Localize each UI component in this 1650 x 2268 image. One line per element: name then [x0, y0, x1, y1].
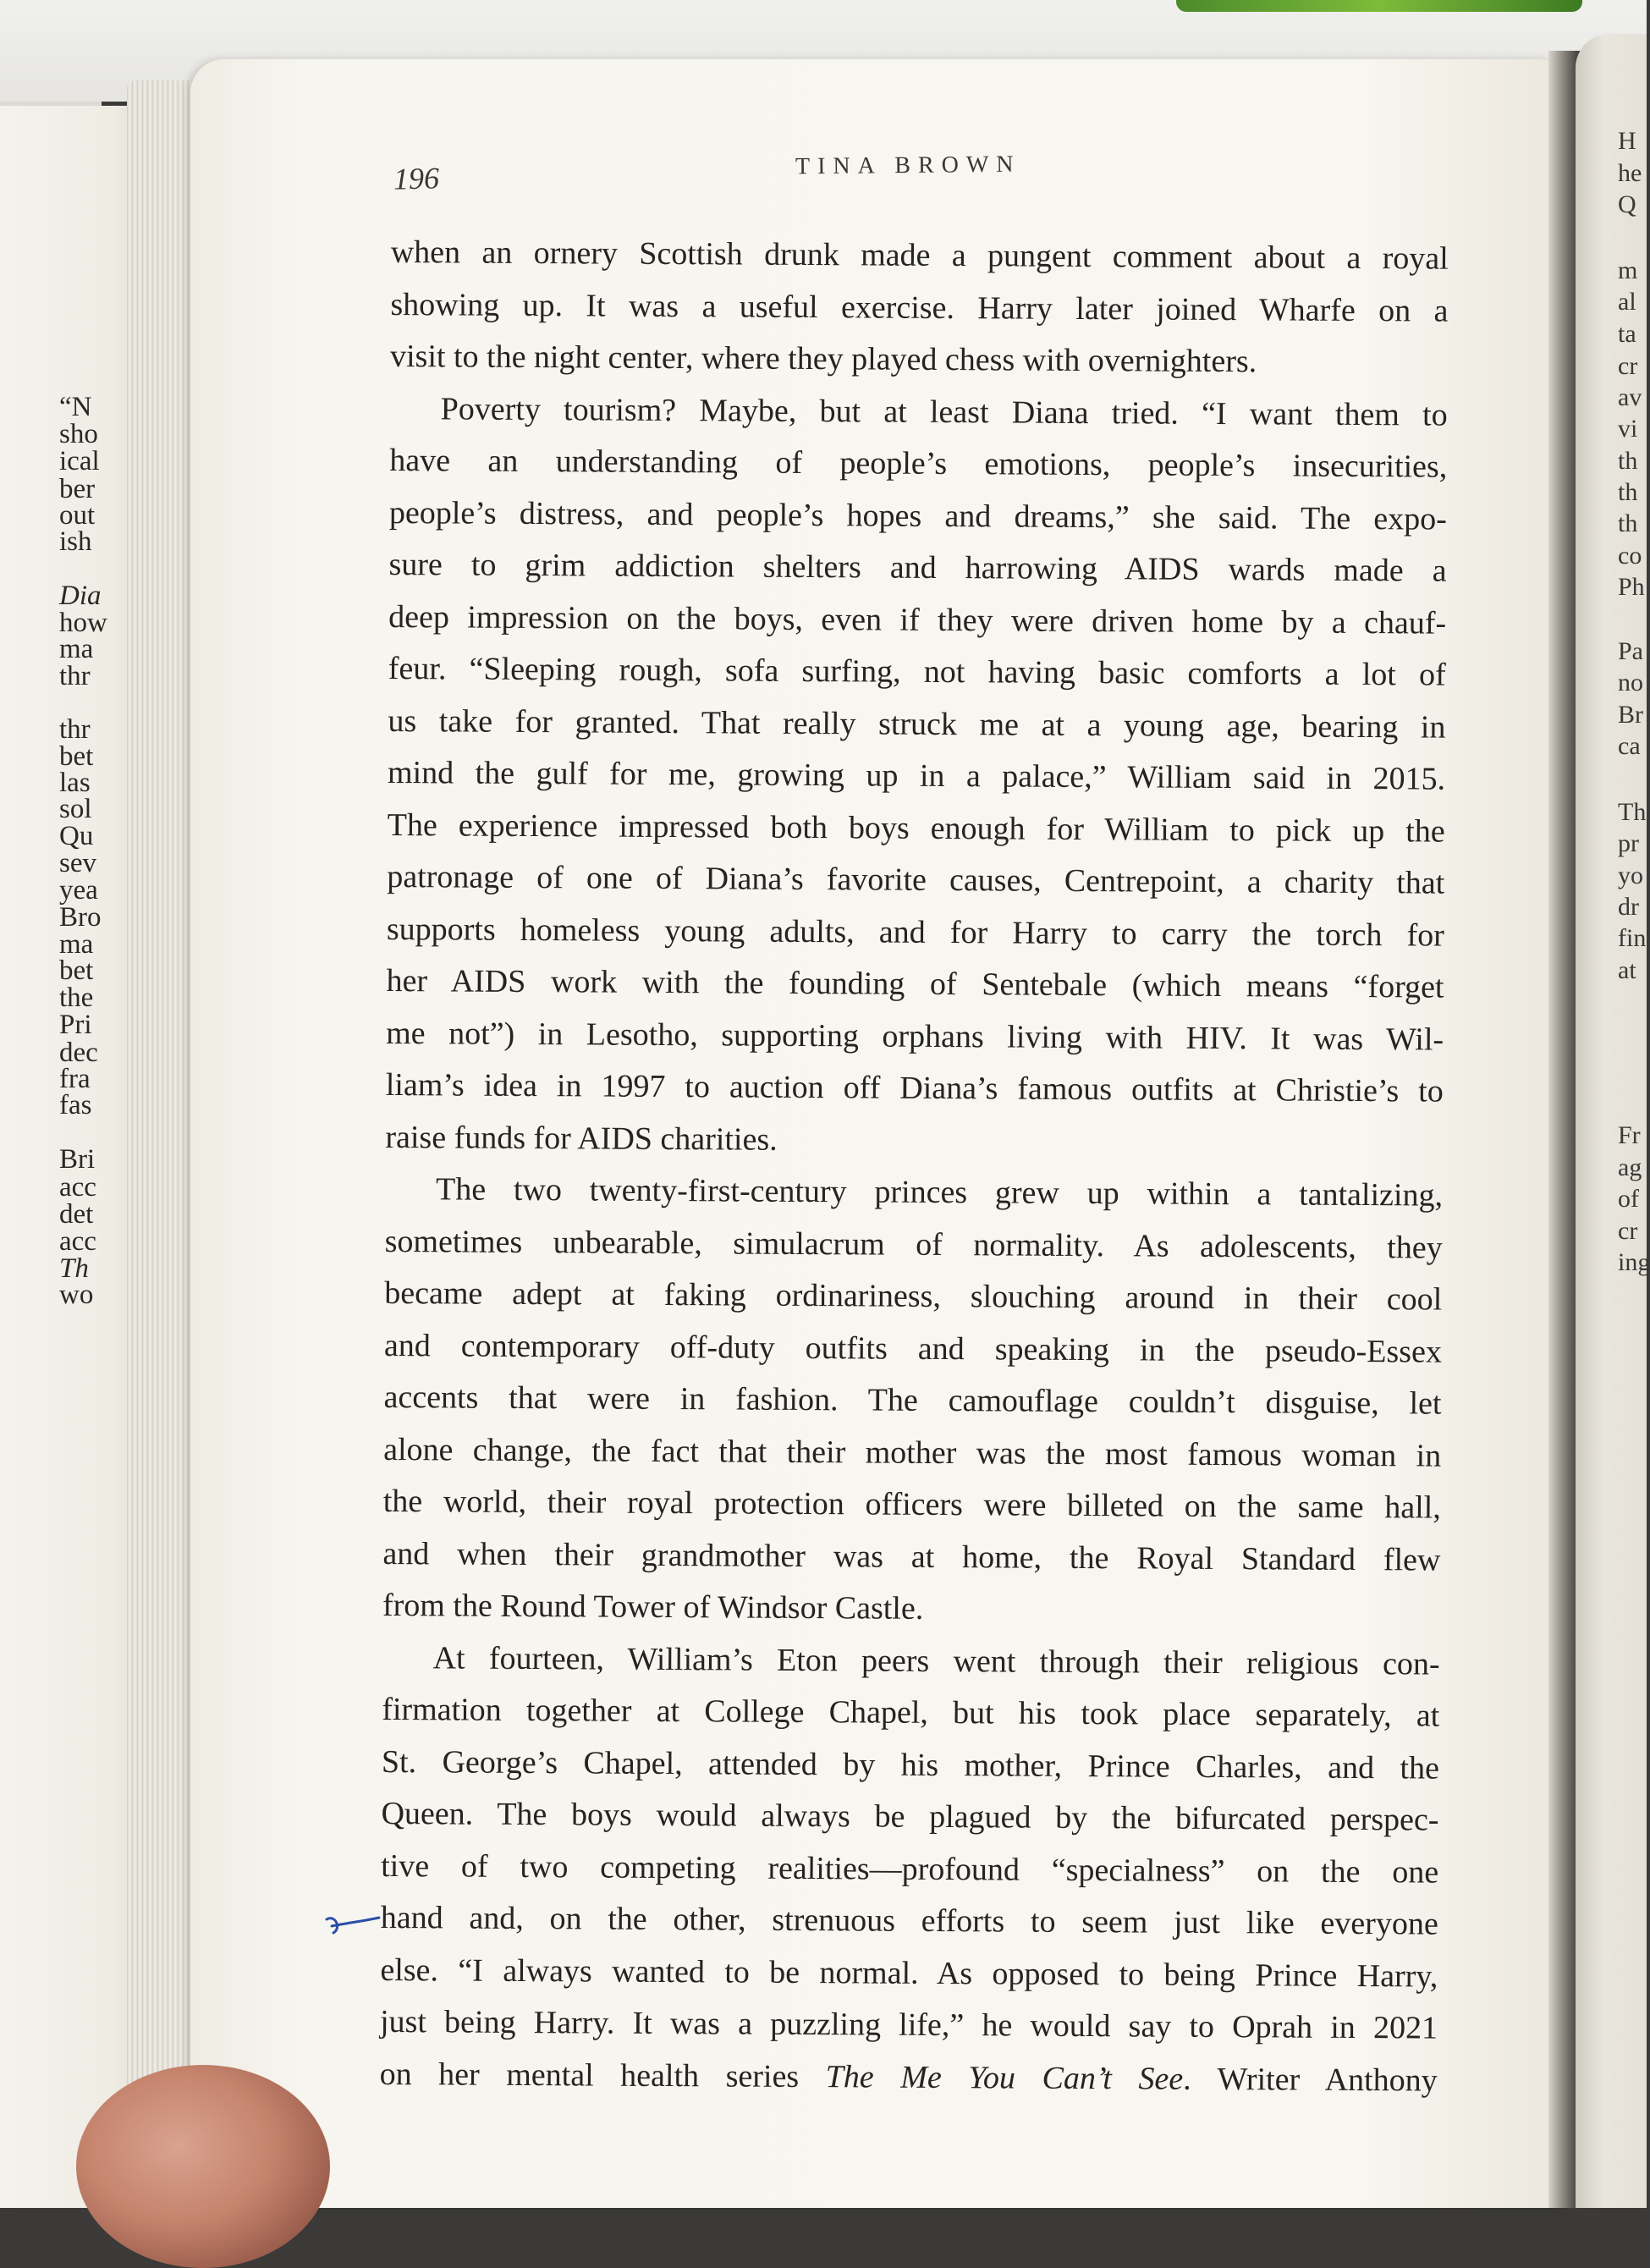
- left-page-text-fragment: Th: [59, 1253, 89, 1284]
- text-line: hand and, on the other, strenuous efforts to seem just like everyone: [380, 1899, 1438, 1942]
- right-page-text-fragment: Fr: [1618, 1121, 1641, 1149]
- left-page-text-fragment: sev: [59, 848, 96, 878]
- left-page-text-fragment: ber: [59, 474, 96, 504]
- text-line: sometimes unbearable, simulacrum of normality. As adolescents, they: [384, 1223, 1443, 1266]
- right-page-text-fragment: ca: [1618, 732, 1641, 760]
- left-page-text-fragment: las: [59, 768, 91, 798]
- page-number: 196: [393, 161, 440, 196]
- left-page-text-fragment: thr: [59, 661, 91, 691]
- text-line: The two twenty-first-century princes grew up within a tantalizing,: [435, 1171, 1444, 1214]
- left-page-text-fragment: ma: [59, 929, 94, 960]
- text-line: firmation together at College Chapel, but his took place separately, at: [382, 1691, 1440, 1734]
- left-page-text-fragment: det: [59, 1199, 94, 1230]
- text-line: tive of two competing realities—profound “specialness” on the one: [381, 1847, 1439, 1891]
- text-line: people’s distress, and people’s hopes and dreams,” she said. The expo-: [388, 494, 1448, 537]
- left-page-text-fragment: “N: [59, 392, 92, 422]
- left-page-text-fragment: fra: [59, 1064, 91, 1094]
- right-page-text-fragment: Th: [1618, 798, 1647, 826]
- text-line: have an understanding of people’s emotions, people’s insecurities,: [389, 442, 1448, 485]
- text-line: raise funds for AIDS charities.: [385, 1119, 778, 1158]
- text-line: Queen. The boys would always be plagued by the bifurcated perspec-: [381, 1795, 1439, 1838]
- right-page-text-fragment: Ph: [1618, 573, 1645, 601]
- text-line: us take for granted. That really struck me at a young age, bearing in: [388, 702, 1446, 746]
- book-title: The Me You Can’t See: [825, 2058, 1184, 2097]
- right-page-text-fragment: cr: [1618, 352, 1638, 380]
- finger: [76, 2065, 330, 2268]
- text-line: when an ornery Scottish drunk made a pungent comment about a royal: [390, 234, 1449, 277]
- right-page-text-fragment: cr: [1618, 1217, 1638, 1245]
- right-page-text-fragment: Q: [1618, 190, 1636, 218]
- text-line: me not”) in Lesotho, supporting orphans living with HIV. It was Wil-: [386, 1015, 1444, 1058]
- text-line: St. George’s Chapel, attended by his mother, Prince Charles, and the: [381, 1743, 1440, 1786]
- right-page-text-fragment: th: [1618, 509, 1638, 537]
- body-text: [379, 227, 1449, 2107]
- left-page-text-fragment: ical: [59, 446, 100, 476]
- green-object-edge: [1176, 0, 1582, 12]
- right-page-text-fragment: pr: [1618, 829, 1639, 857]
- text-line: the world, their royal protection officers were billeted on the same hall,: [382, 1483, 1441, 1526]
- right-page-text-fragment: ta: [1618, 320, 1636, 348]
- left-facing-page: [0, 106, 142, 2208]
- right-page-text-fragment: av: [1618, 383, 1642, 411]
- right-page-text-fragment: no: [1618, 669, 1643, 696]
- left-page-text-fragment: yea: [59, 875, 98, 906]
- text-line: mind the gulf for me, growing up in a palace,” William said in 2015.: [387, 754, 1446, 797]
- text-line: and when their grandmother was at home, the Royal Standard flew: [382, 1535, 1441, 1578]
- left-page-text-fragment: Qu: [59, 821, 94, 851]
- right-page-text-fragment: co: [1618, 542, 1642, 570]
- right-page-text-fragment: ag: [1618, 1153, 1642, 1181]
- right-page-text-fragment: ing: [1618, 1248, 1650, 1276]
- text-line: patronage of one of Diana’s favorite causes, Centrepoint, a charity that: [387, 858, 1445, 901]
- right-page-text-fragment: he: [1618, 159, 1642, 187]
- text-line: and contemporary off-duty outfits and speaking in the pseudo-Essex: [383, 1327, 1443, 1370]
- right-page-text-fragment: Br: [1618, 701, 1643, 729]
- left-page-text-fragment: dec: [59, 1038, 98, 1068]
- right-page-text-fragment: m: [1618, 256, 1638, 284]
- right-page-text-fragment: fin: [1618, 924, 1647, 952]
- text-line: Poverty tourism? Maybe, but at least Diana tried. “I want them to: [440, 390, 1448, 433]
- text-line: feur. “Sleeping rough, sofa surfing, not having basic comforts a lot of: [388, 650, 1446, 693]
- left-page-text-fragment: ish: [59, 526, 92, 557]
- left-page-text-fragment: sho: [59, 419, 98, 449]
- pen-margin-mark-icon: [323, 1907, 382, 1941]
- right-page-text-fragment: th: [1618, 447, 1638, 475]
- right-page-text-fragment: vi: [1618, 415, 1638, 443]
- text-line: her AIDS work with the founding of Sentebale (which means “forget: [386, 962, 1444, 1005]
- left-page-text-fragment: out: [59, 500, 96, 531]
- right-page-text-fragment: al: [1618, 288, 1636, 316]
- left-page-text-fragment: fas: [59, 1090, 92, 1120]
- text-line: sure to grim addiction shelters and harrowing AIDS wards made a: [388, 546, 1447, 589]
- left-page-text-fragment: how: [59, 608, 107, 638]
- left-page-text-fragment: bet: [59, 741, 94, 772]
- left-page-text-fragment: acc: [59, 1226, 96, 1257]
- text-line: on her mental health series The Me You Can’t See. Writer Anthony: [379, 2056, 1438, 2099]
- right-page-text-fragment: of: [1618, 1185, 1639, 1213]
- text-line: became adept at faking ordinariness, slouching around in their cool: [384, 1274, 1443, 1318]
- right-facing-page: [1576, 34, 1650, 2208]
- left-page-text-fragment: acc: [59, 1172, 96, 1203]
- text-line: liam’s idea in 1997 to auction off Diana’s famous outfits at Christie’s to: [385, 1066, 1444, 1109]
- left-page-text-fragment: sol: [59, 794, 92, 824]
- text-line: At fourteen, William’s Eton peers went through their religious con-: [432, 1639, 1440, 1682]
- left-page-text-fragment: Pri: [59, 1010, 92, 1040]
- text-line: alone change, the fact that their mother was the most famous woman in: [383, 1431, 1442, 1474]
- left-page-text-fragment: wo: [59, 1280, 94, 1310]
- right-page-text-fragment: H: [1618, 127, 1636, 155]
- running-head: TINA BROWN: [795, 151, 1021, 180]
- text-line: showing up. It was a useful exercise. Harry later joined Wharfe on a: [390, 286, 1449, 329]
- left-page-text-fragment: Bro: [59, 902, 102, 933]
- left-page-text-fragment: Dia: [59, 581, 102, 611]
- right-page-text-fragment: at: [1618, 956, 1636, 984]
- text-line: from the Round Tower of Windsor Castle.: [382, 1587, 924, 1627]
- right-page-text-fragment: dr: [1618, 893, 1639, 921]
- right-page-text-fragment: yo: [1618, 862, 1643, 889]
- right-page-text-fragment: th: [1618, 478, 1638, 506]
- text-line: supports homeless young adults, and for Harry to carry the torch for: [386, 911, 1445, 954]
- text-line: The experience impressed both boys enough for William to pick up the: [387, 806, 1445, 850]
- left-page-text-fragment: the: [59, 983, 94, 1013]
- text-line: deep impression on the boys, even if they were driven home by a chauf-: [388, 598, 1447, 641]
- text-line: just being Harry. It was a puzzling life,” he would say to Oprah in 2021: [379, 2003, 1438, 2046]
- text-line: visit to the night center, where they played chess with overnighters.: [389, 338, 1257, 380]
- left-page-text-fragment: Bri: [59, 1144, 96, 1175]
- text-line: accents that were in fashion. The camouflage couldn’t disguise, let: [383, 1379, 1442, 1422]
- text-line: else. “I always wanted to be normal. As opposed to being Prince Harry,: [380, 1951, 1438, 1995]
- left-page-text-fragment: thr: [59, 714, 91, 745]
- right-page-text-fragment: Pa: [1618, 637, 1643, 665]
- left-page-text-fragment: bet: [59, 955, 94, 986]
- left-page-text-fragment: ma: [59, 634, 94, 664]
